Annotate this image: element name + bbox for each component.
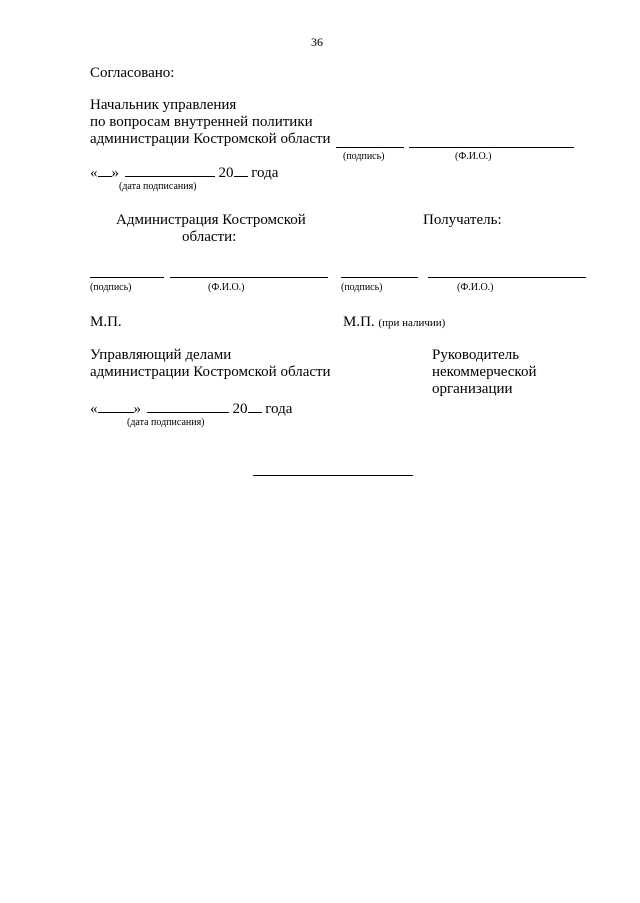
page-number: 36 — [311, 35, 323, 49]
head-title-line3: администрации Костромской области — [90, 131, 331, 147]
date1-caption: (дата подписания) — [119, 181, 197, 192]
head-title-line1: Начальник управления — [90, 97, 237, 113]
date2-row — [90, 400, 292, 417]
date2-caption: (дата подписания) — [127, 417, 205, 428]
date2-quote-open: « — [90, 401, 98, 417]
recipient-signature-line[interactable] — [341, 277, 418, 278]
date1-year-prefix: 20 — [218, 165, 234, 181]
date2-month-field[interactable] — [147, 400, 229, 413]
stamp-right-note: (при наличии) — [378, 317, 446, 329]
date1-quote-open: « — [90, 165, 98, 181]
admin-fio-caption: (Ф.И.О.) — [208, 282, 245, 293]
head-fio-line[interactable] — [409, 147, 574, 148]
date1-quote-close: » — [111, 165, 119, 181]
manager-line2: администрации Костромской области — [90, 364, 331, 380]
nko-head-line3: организации — [432, 381, 513, 397]
date2-year-field[interactable] — [248, 400, 262, 413]
nko-head-line2: некоммерческой — [432, 364, 537, 380]
administration-line2: области: — [182, 229, 237, 245]
administration-line1: Администрация Костромской — [116, 212, 306, 228]
date1-day-field[interactable] — [98, 164, 112, 177]
agreed-heading: Согласовано: — [90, 65, 175, 81]
date1-year-field[interactable] — [234, 164, 248, 177]
date1-year-suffix: года — [251, 165, 279, 181]
head-title-line2: по вопросам внутренней политики — [90, 114, 313, 130]
date1-month-field[interactable] — [125, 164, 215, 177]
recipient-fio-caption: (Ф.И.О.) — [457, 282, 494, 293]
admin-fio-line[interactable] — [170, 277, 328, 278]
date1-row — [90, 164, 278, 181]
nko-head-line1: Руководитель — [432, 347, 520, 363]
stamp-right-row — [343, 315, 445, 330]
stamp-right: М.П. — [343, 314, 375, 330]
recipient-fio-line[interactable] — [428, 277, 586, 278]
head-signature-caption: (подпись) — [343, 151, 385, 162]
head-fio-caption: (Ф.И.О.) — [455, 151, 492, 162]
date2-quote-close: » — [133, 401, 141, 417]
stamp-left: М.П. — [90, 314, 122, 330]
manager-line1: Управляющий делами — [90, 347, 232, 363]
admin-signature-caption: (подпись) — [90, 282, 132, 293]
date2-year-prefix: 20 — [232, 401, 248, 417]
recipient-title: Получатель: — [423, 212, 502, 228]
closing-separator — [253, 475, 413, 476]
recipient-signature-caption: (подпись) — [341, 282, 383, 293]
admin-signature-line[interactable] — [90, 277, 164, 278]
date2-year-suffix: года — [265, 401, 293, 417]
date2-day-field[interactable] — [98, 400, 134, 413]
head-signature-line[interactable] — [336, 147, 404, 148]
